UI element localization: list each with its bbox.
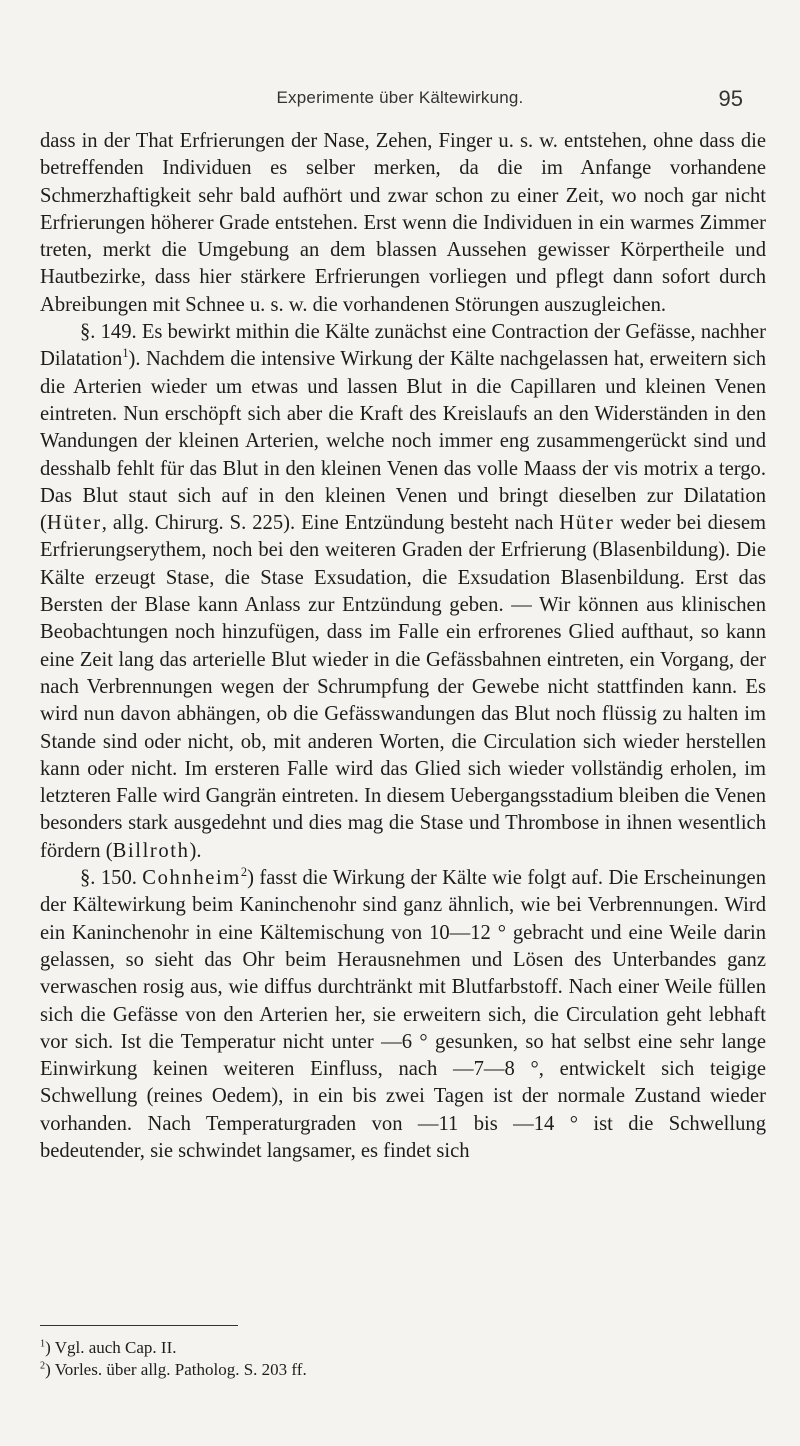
paragraph-149-text-e: ). <box>189 839 202 862</box>
footnote-divider <box>40 1325 238 1326</box>
footnote-mark-2: 2 <box>40 1360 46 1372</box>
paragraph-150-text-a: §. 150. <box>80 867 143 890</box>
footnote-ref-1[interactable]: 1 <box>122 346 129 361</box>
paragraph-149-text-c: , allg. Chirurg. S. 225). Eine Entzündung besteht nach <box>101 512 560 535</box>
author-name-billroth: Billroth <box>112 839 190 862</box>
running-title: Experimente über Kältewirkung. <box>276 88 524 107</box>
paragraph-149-text-d: weder bei diesem Erfrierungserythem, noch bei den weiteren Graden der Erfrierung (Blasenbildung). Die Kälte erzeugt Stase, die Stase Exsudation, die Exsudation Blasenbildung. Erst das Bersten der Blase kann Anlass zur Entzündung geben. — Wir können aus klinischen Beobachtungen noch hinzufügen, dass im Falle ein erfrorenes Glied aufthaut, so kann eine Zeit lang das arterielle Blut wieder in die Gefässbahnen eintreten, ein Vorgang, der nach Verbrennungen wegen der Schrumpfung der Gewebe nicht stattfinden kann. Es wird nun davon abhängen, ob die Gefässwandungen das Blut noch flüssig zu halten im Stande sind oder nicht, ob, mit anderen Worten, die Circulation sich wieder herstellen kann oder nicht. Im ersteren Falle wird das Glied sich wieder vollständig erholen, im letzteren Falle wird Gangrän eintreten. In diesem Uebergangsstadium bleiben die Venen besonders stark ausgedehnt und dies mag die Stase und Thrombose in ihnen wesentlich fördern ( <box>40 512 766 862</box>
footnote-1 <box>40 1337 766 1359</box>
footnotes <box>40 1337 766 1381</box>
paragraph-1: dass in der That Erfrierungen der Nase, Zehen, Finger u. s. w. entstehen, ohne dass die betreffenden Individuen es selber merken, da die im Anfange vorhandene Schmerzhaftigkeit sehr bald aufhört und zwar schon zu einer Zeit, wo noch gar nicht Erfrierungen höherer Grade entstehen. Erst wenn die Individuen in ein warmes Zimmer treten, merkt die Umgebung an dem blassen Aussehen gewisser Körpertheile und Hautbezirke, dass hier stärkere Erfrierungen vorliegen und pflegt dann sofort durch Abreibungen mit Schnee u. s. w. die vorhandenen Störungen auszugleichen. <box>40 130 766 316</box>
page-number: 95 <box>718 86 743 111</box>
footnote-2 <box>40 1359 766 1381</box>
author-name-hueter-2: Hüter <box>559 512 615 535</box>
paragraph-149-text-b: ). Nachdem die intensive Wirkung der Kälte nachgelassen hat, erweitern sich die Arterien wieder um etwas und lassen Blut in die Capillaren und kleinen Venen eintreten. Nun erschöpft sich aber die Kraft des Kreislaufs an den Widerständen in den Wandungen der kleinen Arterien, welche noch immer eng zusammengerückt sind und desshalb fehlt für das Blut in den kleinen Venen das volle Maass der vis motrix a tergo. Das Blut staut sich auf in den kleinen Venen und bringt dieselben zur Dilatation ( <box>40 348 766 535</box>
running-header <box>0 88 800 118</box>
body-text <box>40 128 766 1165</box>
author-name-hueter-1: Hüter <box>46 512 102 535</box>
paragraph-149 <box>40 319 766 865</box>
footnote-ref-2[interactable]: 2 <box>240 865 248 880</box>
footnote-text-1: ) Vgl. auch Cap. II. <box>45 1338 177 1357</box>
footnote-mark-1: 1 <box>40 1338 46 1350</box>
paragraph-149-text-a: §. 149. Es bewirkt mithin die Kälte zunächst eine Contraction der Gefässe, nachher Dilatation <box>40 321 766 371</box>
paragraph-150-text-b: ) fasst die Wirkung der Kälte wie folgt auf. Die Erscheinungen der Kältewirkung beim Kaninchenohr sind ganz ähnlich, wie bei Verbrennungen. Wird ein Kaninchenohr in eine Kältemischung von 10—12 ° gebracht und eine Weile darin gelassen, so sieht das Ohr beim Herausnehmen und Lösen des Unterbandes ganz verwaschen rosig aus, wie diffus durchtränkt mit Blutfarbstoff. Nach einer Weile füllen sich die Gefässe von den Arterien her, sie erweitern sich, die Circulation geht lebhaft vor sich. Ist die Temperatur nicht unter —6 ° gesunken, so hat selbst eine sehr lange Einwirkung keinen weiteren Einfluss, nach —7—8 °, entwickelt sich teigige Schwellung (reines Oedem), in ein bis zwei Tagen ist der normale Zustand wieder vorhanden. Nach Temperaturgraden von —11 bis —14 ° ist die Schwellung bedeutender, sie schwindet langsamer, es findet sich <box>40 867 766 1162</box>
footnote-text-2: ) Vorles. über allg. Patholog. S. 203 ff. <box>45 1360 307 1379</box>
paragraph-150 <box>40 865 766 1165</box>
author-name-cohnheim: Cohnheim <box>142 867 241 890</box>
